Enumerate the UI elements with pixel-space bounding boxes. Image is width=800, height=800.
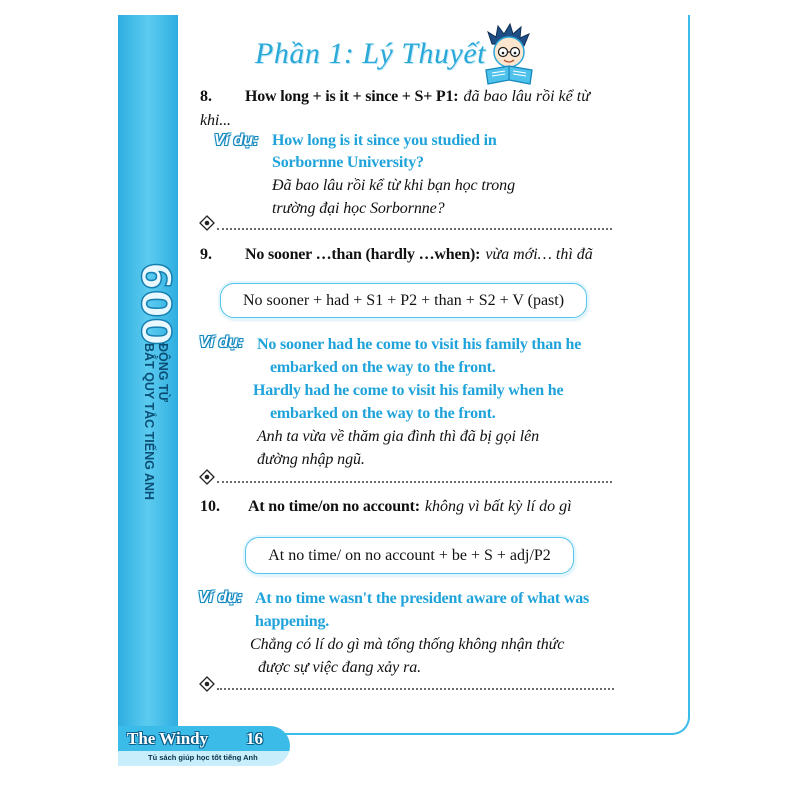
item-structure: How long + is it + since + S+ P1: [245,88,459,105]
example-english: embarked on the way to the front. [270,405,496,422]
section-divider [217,688,614,690]
diamond-bullet-icon [199,469,215,485]
sidebar-title-line1: ĐỘNG TỪ [156,343,170,402]
formula-text: No sooner + had + S1 + P2 + than + S2 + V (past) [242,291,565,309]
footer-tab [118,726,290,766]
sidebar-book-title [142,343,170,500]
section-divider [217,481,612,483]
diamond-bullet-icon [199,676,215,692]
example-vietnamese: trường đại học Sorbornne? [272,200,445,217]
example-label: Ví dụ: [199,334,244,351]
footer-brand: The Windy [127,729,209,748]
sidebar-number: 600 [132,262,178,346]
formula-box [220,283,587,318]
item-structure: No sooner …than (hardly …when): [245,246,481,263]
page-title: Phần 1: Lý Thuyết [255,37,486,70]
example-label: Ví dụ: [214,132,259,149]
item-meaning-continued: khi... [200,112,231,129]
item-meaning: không vì bất kỳ lí do gì [424,498,572,515]
item-meaning: đã bao lâu rồi kể từ [463,88,590,105]
example-label: Ví dụ: [198,589,243,606]
example-english: Hardly had he come to visit his family when he [253,382,564,399]
page-number: 16 [246,729,263,748]
example-vietnamese: Anh ta vừa về thăm gia đình thì đã bị gọi lên [257,428,539,445]
item-heading-line [245,87,590,107]
formula-box [245,537,574,574]
example-english: Sorbornne University? [272,154,424,171]
item-heading-line [248,497,572,517]
item-number: 9. [200,246,212,263]
item-number: 8. [200,88,212,105]
reading-boy-illustration [480,22,538,88]
example-english: No sooner had he come to visit his family than he [257,336,582,353]
example-vietnamese: Chẳng có lí do gì mà tổng thống không nhận thức [250,636,565,653]
diamond-bullet-icon [199,215,215,231]
sidebar-title-line2: BẤT QUY TẮC TIẾNG ANH [142,343,156,500]
example-english: How long is it since you studied in [272,132,497,149]
example-english: At no time wasn't the president aware of what was [255,590,590,607]
example-vietnamese: Đã bao lâu rồi kể từ khi bạn học trong [272,177,515,194]
item-meaning: vừa mới… thì đã [485,246,593,263]
item-structure: At no time/on no account: [248,498,420,515]
example-vietnamese: được sự việc đang xảy ra. [258,659,422,676]
item-number: 10. [200,498,220,515]
example-vietnamese: đường nhập ngũ. [257,451,365,468]
example-english: embarked on the way to the front. [270,359,496,376]
section-divider [217,228,612,230]
item-heading-line [245,245,593,265]
footer-tagline: Tủ sách giúp học tốt tiếng Anh [148,753,258,762]
example-english: happening. [255,613,330,630]
formula-text: At no time/ on no account + be + S + adj/P2 [268,546,551,564]
